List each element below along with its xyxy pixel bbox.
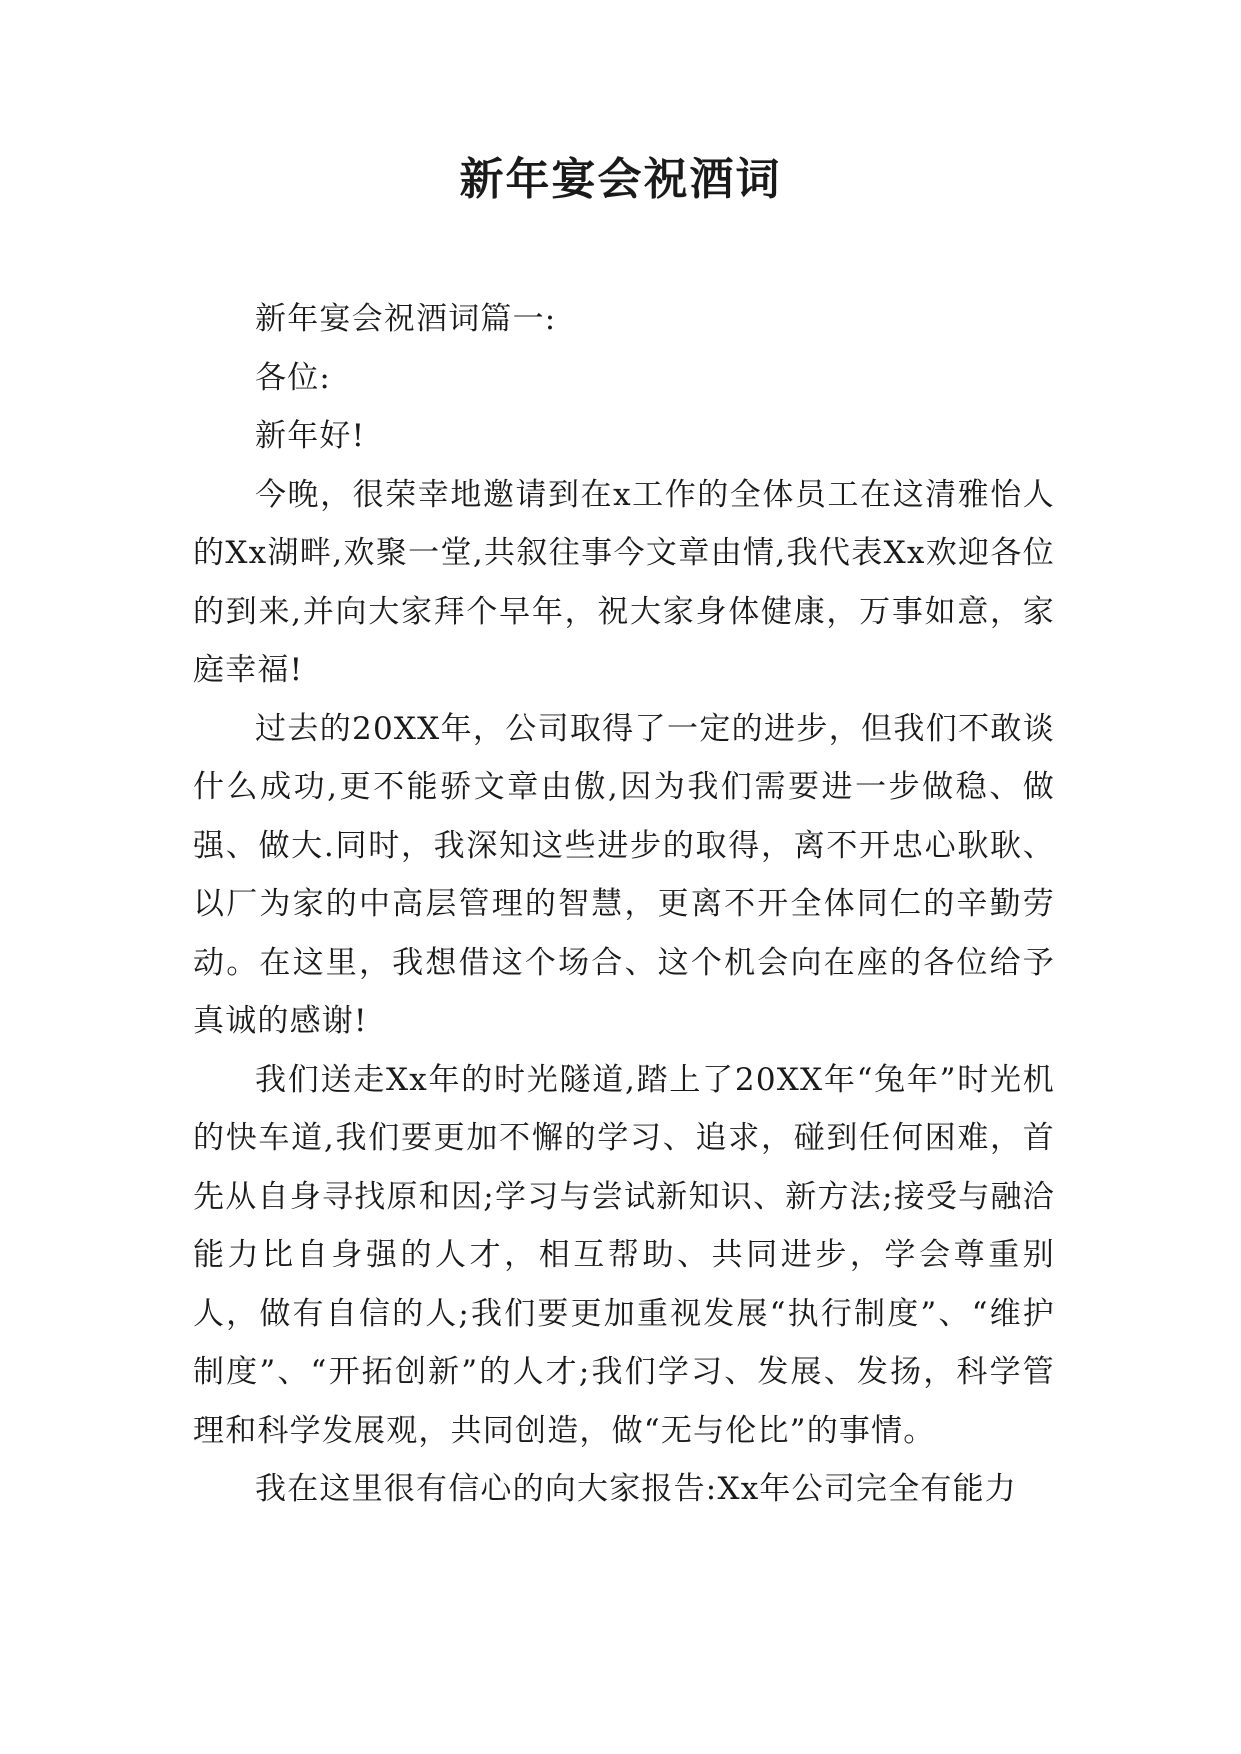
paragraph: 过去的20XX年，公司取得了一定的进步，但我们不敢谈什么成功,更不能骄文章由傲,因为我们需要进一步做稳、做强、做大.同时，我深知这些进步的取得，离不开忠心耿耿、以厂为家的中高层管理的智慧，更离不开全体同仁的辛勤劳动。在这里，我想借这个场合、这个机会向在座的各位给予真诚的感谢! xyxy=(193,710,1055,1039)
document-title: 新年宴会祝酒词 xyxy=(459,154,782,205)
paragraph: 我们送走Xx年的时光隧道,踏上了20XX年“兔年”时光机的快车道,我们要更加不懈的学习、追求，碰到任何困难，首先从自身寻找原和因;学习与尝试新知识、新方法;接受与融洽能力比自身强的人才，相互帮助、共同进步，学会尊重别人，做有自信的人;我们要更加重视发展“执行制度”、“维护制度”、“开拓创新”的人才;我们学习、发展、发扬，科学管理和科学发展观，共同创造，做“无与伦比”的事情。 xyxy=(193,1061,1055,1449)
section-heading: 新年宴会祝酒词篇一: xyxy=(255,301,557,337)
salutation: 各位: xyxy=(255,359,332,396)
document-body xyxy=(193,290,1055,1519)
greeting: 新年好! xyxy=(255,418,366,454)
paragraph: 今晚，很荣幸地邀请到在x工作的全体员工在这清雅怡人的Xx湖畔,欢聚一堂,共叙往事今文章由情,我代表Xx欢迎各位的到来,并向大家拜个早年，祝大家身体健康，万事如意，家庭幸福! xyxy=(193,476,1055,688)
paragraph: 我在这里很有信心的向大家报告:Xx年公司完全有能力 xyxy=(255,1471,1017,1507)
